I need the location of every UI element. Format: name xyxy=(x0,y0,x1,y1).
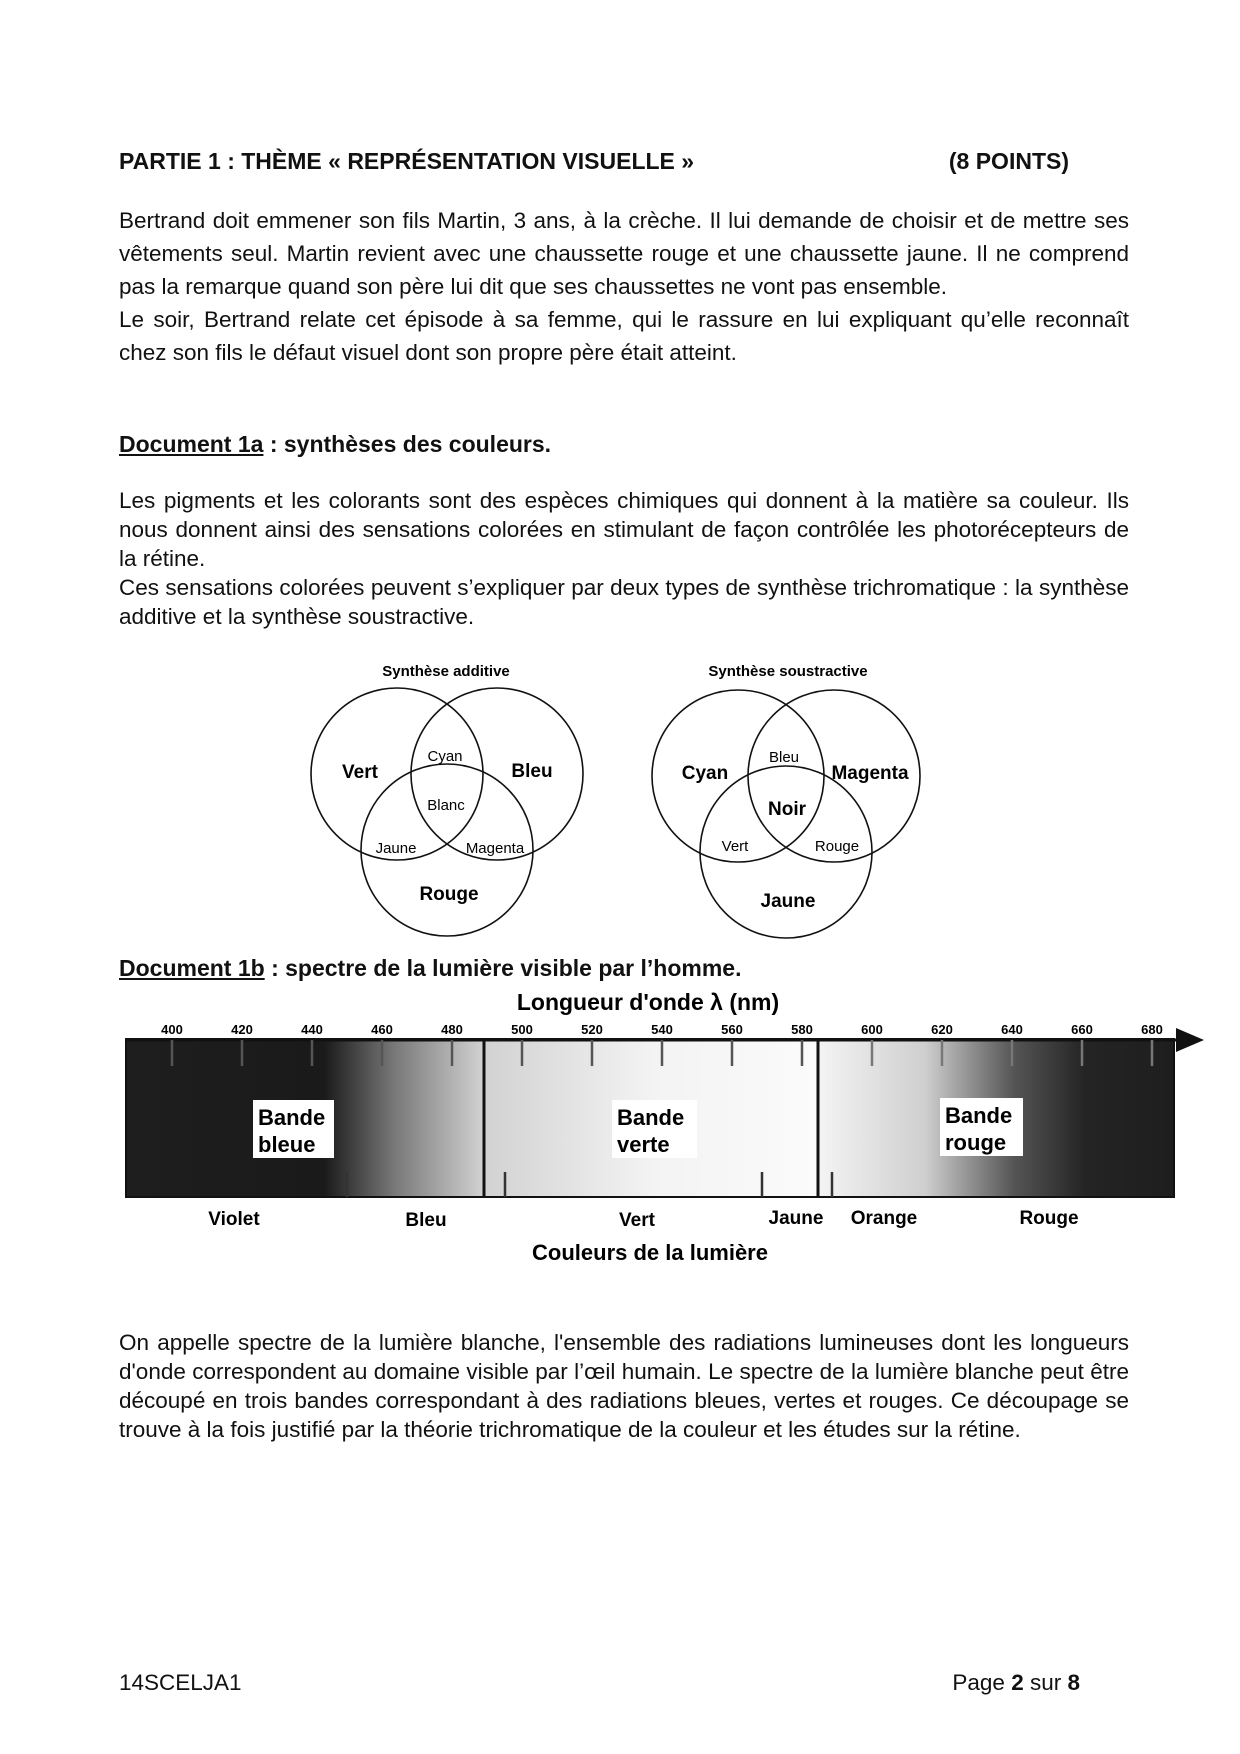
tick-label-560: 560 xyxy=(721,1022,743,1037)
band-label-green xyxy=(612,1100,697,1158)
band-label-blue xyxy=(253,1100,334,1158)
venn-subtractive-overlap-vert: Vert xyxy=(721,838,749,855)
tick-label-660: 660 xyxy=(1071,1022,1093,1037)
document-1a-caption: : synthèses des couleurs. xyxy=(263,431,552,457)
band-red-line-2: rouge xyxy=(945,1130,1007,1155)
venn-subtractive-overlap-rouge: Rouge xyxy=(814,838,860,855)
spectrum-figure xyxy=(0,980,1240,1280)
section-heading xyxy=(119,148,1069,175)
venn-additive-overlap-magenta: Magenta xyxy=(465,840,525,857)
document-1a-paragraph-1: Les pigments et les colorants sont des espèces chimiques qui donnent à la matière sa couleur. Ils nous donnent ainsi des sensations colorées en stimulant de façon contrôlée les photorécepteurs de la rétine. xyxy=(119,488,1129,571)
color-label-jaune: Jaune xyxy=(768,1208,824,1229)
spectrum-axis-title: Longueur d'onde λ (nm) xyxy=(516,989,780,1015)
venn-subtractive-title: Synthèse soustractive xyxy=(708,663,868,680)
venn-additive-region-bleu: Bleu xyxy=(511,761,553,782)
tick-label-480: 480 xyxy=(441,1022,463,1037)
tick-label-400: 400 xyxy=(161,1022,183,1037)
band-green-line-1: Bande xyxy=(617,1105,685,1130)
venn-subtractive-region-jaune: Jaune xyxy=(760,891,816,912)
section-title: PARTIE 1 : THÈME « REPRÉSENTATION VISUELLE » xyxy=(119,148,695,174)
venn-subtractive-center-noir: Noir xyxy=(768,799,806,820)
color-label-orange: Orange xyxy=(850,1208,918,1229)
band-red-line-1: Bande xyxy=(945,1103,1013,1128)
document-1a-title xyxy=(119,431,551,458)
document-1b-label: Document 1b xyxy=(119,955,265,981)
footer-page-total: 8 xyxy=(1067,1670,1080,1695)
tick-label-540: 540 xyxy=(651,1022,673,1037)
tick-label-500: 500 xyxy=(511,1022,533,1037)
document-1b-title xyxy=(119,955,741,982)
outro-paragraph: On appelle spectre de la lumière blanche, l'ensemble des radiations lumineuses dont les longueurs d'onde correspondent au domaine visible par l’œil humain. Le spectre de la lumière blanche peut être découpé en trois bandes correspondant à des radiations bleues, vertes et rouges. Ce découpage se trouve à la fois justifié par la théorie trichromatique de la couleur et les études sur la rétine. xyxy=(119,1330,1129,1442)
venn-subtractive-region-magenta: Magenta xyxy=(831,763,909,784)
band-label-red xyxy=(940,1098,1023,1156)
outro-text xyxy=(119,1328,1129,1444)
section-points: (8 POINTS) xyxy=(948,148,1069,174)
document-1b-caption: : spectre de la lumière visible par l’homme. xyxy=(264,955,742,981)
color-label-vert: Vert xyxy=(619,1210,655,1231)
band-green-line-2: verte xyxy=(617,1132,670,1157)
footer-page-separator: sur xyxy=(1023,1670,1068,1695)
tick-label-420: 420 xyxy=(231,1022,253,1037)
venn-subtractive-circle-left xyxy=(652,690,824,862)
spectrum-axis-arrow xyxy=(1176,1028,1204,1052)
venn-subtractive xyxy=(652,663,920,938)
tick-label-600: 600 xyxy=(861,1022,883,1037)
color-label-violet: Violet xyxy=(208,1209,260,1230)
band-blue-line-2: bleue xyxy=(258,1132,316,1157)
tick-label-440: 440 xyxy=(301,1022,323,1037)
tick-label-620: 620 xyxy=(931,1022,953,1037)
venn-additive xyxy=(311,663,583,936)
band-blue-line-1: Bande xyxy=(258,1105,326,1130)
intro-paragraph-2: Le soir, Bertrand relate cet épisode à sa femme, qui le rassure en lui expliquant qu’elle reconnaît chez son fils le défaut visuel dont son propre père était atteint. xyxy=(119,307,1129,365)
color-label-bleu: Bleu xyxy=(405,1210,447,1231)
document-1a-text xyxy=(119,486,1129,631)
intro-paragraph-1: Bertrand doit emmener son fils Martin, 3 ans, à la crèche. Il lui demande de choisir et de mettre ses vêtements seul. Martin revient avec une chaussette rouge et une chaussette jaune. Il ne comprend pas la remarque quand son père lui dit que ses chaussettes ne vont pas ensemble. xyxy=(119,208,1129,299)
color-label-rouge: Rouge xyxy=(1019,1208,1079,1229)
venn-subtractive-overlap-bleu: Bleu xyxy=(768,749,800,766)
footer-page-number xyxy=(952,1670,1080,1696)
venn-additive-overlap-cyan: Cyan xyxy=(427,748,463,765)
tick-label-580: 580 xyxy=(791,1022,813,1037)
venn-additive-circle-right xyxy=(411,688,583,860)
footer-page-prefix: Page xyxy=(952,1670,1012,1695)
venn-additive-region-rouge: Rouge xyxy=(419,884,479,905)
venn-additive-title: Synthèse additive xyxy=(382,663,510,680)
footer-code: 14SCELJA1 xyxy=(119,1670,242,1695)
tick-label-640: 640 xyxy=(1001,1022,1023,1037)
venn-diagrams xyxy=(0,650,1240,950)
document-1a-label: Document 1a xyxy=(119,431,264,457)
venn-subtractive-region-cyan: Cyan xyxy=(681,763,729,784)
tick-label-520: 520 xyxy=(581,1022,603,1037)
document-1a-paragraph-2: Ces sensations colorées peuvent s’expliquer par deux types de synthèse trichromatique : la synthèse additive et la synthèse soustractive. xyxy=(119,575,1129,629)
venn-additive-overlap-jaune: Jaune xyxy=(375,840,417,857)
venn-additive-center-blanc: Blanc xyxy=(427,797,465,814)
spectrum-tick-labels xyxy=(161,1022,1163,1037)
venn-additive-region-vert: Vert xyxy=(342,762,378,783)
footer-page-current: 2 xyxy=(1011,1670,1024,1695)
tick-label-460: 460 xyxy=(371,1022,393,1037)
venn-additive-circle-left xyxy=(311,688,483,860)
tick-label-680: 680 xyxy=(1141,1022,1163,1037)
spectrum-bottom-title: Couleurs de la lumière xyxy=(532,1240,768,1265)
intro-text xyxy=(119,204,1129,369)
